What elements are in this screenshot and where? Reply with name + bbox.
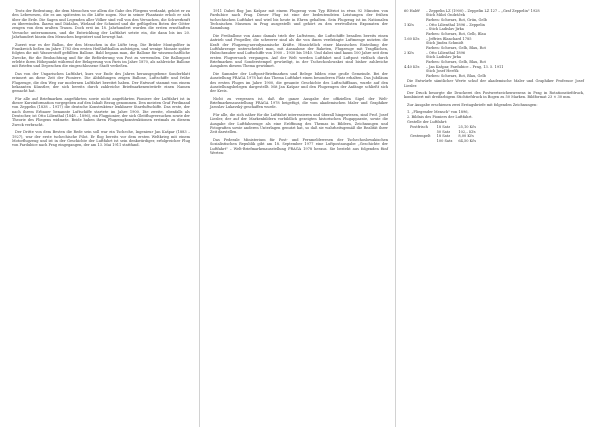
table-cell: Postfrisch	[410, 125, 428, 130]
stamp-line: Stich Ladislav Jirka	[426, 55, 461, 60]
stamp-line: Stich Josef Herčík	[426, 69, 459, 74]
table-cell: 18 Satz	[436, 134, 451, 139]
stamp-line: Farben: Schwarz, Rot, Gelb, Blau	[426, 31, 486, 36]
text-column-3	[404, 9, 584, 146]
stamp-entry	[404, 9, 584, 22]
table-cell: 18 Satz	[436, 125, 451, 130]
paragraph: Nicht zu vergessen ist, daß die ganze Ausgabe der offiziellen Sigel der Welt-Briefmarkenausstellung PRAGA 1978 beigefügt, die vom akademischen Maler und Graphiker Jaroslav Lukavský geschaffen wurde.	[210, 96, 388, 110]
stamp-line: – Otto Lilienthal 1896 – Zeppelin	[426, 23, 485, 28]
paragraph: Für alle, die sich näher für die Luftfahrt interessieren und überall hingewiesen, sind Prof. Josef Liesler, der auf der Markenbildern vorbildlich gezeigten historischen Flugapparate, sowie die Ausgabe der Luftfahrzeuge als eine Eröffnung des Themas in Bildern, Zeichnungen und Fotografien sowie anderen Unterlagen genutzt hat, so daß sie wahrheitsgemäß die Realität ihrer Zeit darstellen.	[210, 112, 388, 135]
stamp-value: 1.60 Kčs	[404, 37, 420, 42]
table-row	[410, 139, 482, 143]
fold-line-1	[199, 0, 200, 427]
table-cell: 102,– Kčs	[458, 129, 476, 134]
paragraph: Das Federale Ministerium für Post- und Fernmeldewesen der Tschechoslowakischen Sozialistischen Republik gibt am 18. September 1977 eine Luftpostausgabe „Geschichte der Luftfahrt" – Welt-Briefmarkenausstellung PRAGA 1978 heraus. Sie besteht aus folgenden fünf Werten:	[210, 137, 388, 155]
paragraph: Zuerst war es der Ballon, der den Menschen in die Lüfte trug. Die Brüder Montgolfier in Frankreich ließen im Jahre 1783 den ersten Heißluftballon aufsteigen, und wenige Monate später folgten die mit Wasserstoff gefüllten Ballone. Bald begann man, die Ballone für wissenschaftliche Zwecke, für die Beobachtung und für die Beförderung von Post zu verwenden. Die Ballonpost erlebte ihren Höhepunkt während der Belagerung von Paris im Jahre 1870, als zahlreiche Ballone mit Briefen und Depeschen die eingeschlossene Stadt verließen.	[12, 42, 190, 69]
stamp-entry	[404, 37, 584, 50]
paragraph: Der Druck besorgte die Druckerei des Postwertzeichenwesens in Prag in Rotationstiefdruck, kombiniert mit dreifarbigem Stichtiefdruck in Bogen zu 50 Marken. Bildformat 23 × 30 mm.	[404, 91, 584, 100]
table-cell: 100 Satz	[436, 138, 453, 143]
stamp-line: – Zeppelin LZ (1900) – Zeppelin LZ 127 – „Graf Zeppelin" 1928	[426, 9, 540, 13]
stamp-line: Farben: Schwarz, Rot, Blau, Gelb	[426, 73, 486, 78]
paragraph: Der Dritte von dem Besten die Rede sein soll war ein Tscheche, Ingenieur Jan Kašpar (1883 – 1927), war der erste tschechische Pilot. Er flog bereits vor dem ersten Weltkrieg mit einem Motorflugzeug und ist in der Geschichte der Luftfahrt ist sein denkwürdiger, erfolgreicher Flug von Pardubice nach Prag eingegangen, der am 13. Mai 1911 stattfand.	[12, 130, 190, 148]
stamp-value: 60 Haléř	[404, 9, 420, 13]
paragraph: 1. „Fliegender Mensch" von 1896,	[407, 110, 469, 115]
stamp-line: – Otto Lilienthal 1896	[426, 51, 466, 56]
fold-line-2	[395, 0, 396, 427]
stamp-line: Farben: Schwarz, Gelb, Blau, Rot	[426, 59, 486, 64]
text-column-1	[12, 9, 190, 151]
stamp-description	[426, 65, 584, 78]
stamp-entry	[404, 51, 584, 64]
stamp-line: – Stich Ladislav Jirka	[426, 27, 464, 32]
stamp-line: Stich Jindra Schmidt	[426, 41, 464, 46]
stamp-entry	[404, 23, 584, 36]
table-cell: 64,50 Kčs	[458, 138, 477, 143]
stamp-line: Farben: Schwarz, Rot, Grün, Gelb	[426, 17, 487, 22]
stamp-line: – Jan Kašpar, Pardubice – Prag, 13. 5. 1911	[426, 65, 504, 70]
stamp-value: 4.40 Kčs	[404, 65, 420, 70]
table-cell: Gestempelt	[410, 134, 431, 139]
table-cell: 50 Satz	[436, 129, 451, 134]
text-column-2	[210, 9, 388, 158]
stamp-description	[426, 37, 584, 50]
print-run-table	[410, 125, 482, 142]
stamp-line: Farben: Schwarz, Gelb, Blau, Rot	[426, 45, 486, 50]
paragraph: Zur Ausgabe erschienen zwei Erstagsbriefe mit folgenden Zeichnungen:	[407, 102, 538, 107]
table-row	[410, 134, 482, 138]
table-cell	[410, 139, 437, 143]
stamp-description	[426, 51, 584, 64]
stamp-value: 1 Kčs	[404, 23, 414, 28]
paragraph: 1911 Dabei flog Jan Kašpar mit einem Flugzeug vom Typ Blériot in etwa 92 Minuten von Pardubice nach Prag. Dieser Flug ist eine der bedeutendsten Leistungen der frühen tschechischen Luftfahrt und wird bis heute in Ehren gehalten. Sein Flugzeug ist im Nationalen Technischen Museum in Prag ausgestellt und gehört zu den wertvollsten Exponaten der Sammlung.	[210, 9, 388, 31]
paragraph: Die Sammler der Luftpost-Briefmarken und Belege bilden eine große Gemeinde. Bei der Ausstellung PRAGA 1978 hat das Thema Luftfahrt einen besonderen Platz erhalten. Das Jubiläum des ersten Fluges im Jahre 1900, die gesamte Geschichte des Luftschiffbaus, wurde auf den Ausstellungsbelegen dargestellt. Mit Jan Kašpar und den Flugzeugen der Anfänge schließt sich der Kreis.	[210, 71, 388, 94]
table-cell: 25,10 Kčs	[458, 125, 477, 130]
stamp-line: – Jeffries Blanchard 1785	[426, 37, 472, 42]
production-notes	[404, 79, 584, 124]
paragraph: Gestelle der Luftfahrt:	[407, 120, 448, 125]
paragraph: Die Entwürfe sämtlicher Werte schuf der akademische Maler und Graphiker Professor Josef Liesler.	[404, 79, 584, 88]
stamp-description	[426, 9, 584, 22]
stamp-description	[426, 23, 584, 36]
stamp-list	[404, 9, 584, 78]
stamp-value: 2 Kčs	[404, 51, 414, 56]
table-cell: 8,00 Kčs	[458, 134, 474, 139]
paragraph: Trotz der Bedeutung, die dem Menschen vor allem die Gabe des Fliegens verdankt, gehört er zu den Lebewesen, die es am spätesten in die Lüfte zogen. Nur in seiner Phantasie erhob er sich über die Erde. Die Sagen und Legenden aller Völker sind voll von den Versuchen, die Schwerkraft zu überwinden. Ikarus und Dädalus, Wieland der Schmied und die geflügelten Boten der Götter zeugen von dem uralten Traum. Doch erst im 18. Jahrhundert wurden die ersten ernsthaften Versuche unternommen, und die Entwicklung der Luftfahrt setzte ein, die dann bis ins 20. Jahrhundert hinein den Menschen begeistert und bewegt hat.	[12, 9, 190, 40]
paragraph: Die Freiballone von Anno damals trieb der Luftstrom, die Luftschiffe besaßen bereits einen Antrieb und Propeller, die schwerer sind als die von ihnen verdrängte Luftmenge nutzten die Kraft der Flugzeug-aerodynamische Kräfte. Hinsichtlich einer klassischen Einteilung der Luftfahrzeuge unterscheidet man, mit Ausnahme der Raketen, Flugzeuge mit Tragflächen, Hubschrauber und Luftschiffe von 1900 – 1930 bis 1940. Und dabei sind kaum 100 Jahre seit dem ersten Flugversuch vergangen. Auf der Welt werden Luftfahrt und Luftpost vielfach durch Briefmarken und Sonderstempel gewürdigt, in der Tschechoslowakei sind bisher zahlreiche Ausgaben diesem Thema gewidmet.	[210, 33, 388, 69]
stamp-line: Stich Miloš Ondráček	[426, 13, 465, 18]
paragraph: Das von der Ungarischen Luftfahrt, kurz vor Ende des Jahres herausgegebene Sonderblatt erinnert an diese Zeit der Pioniere. Die Abbildungen zeigen Ballone, Luftschiffe und frühe Flugzeuge, die den Weg zur modernen Luftfahrt bereitet haben. Der Entwurf stammt von einem bekannten Künstler, der sich bereits durch zahlreiche Briefmarkenentwürfe einen Namen gemacht hat.	[12, 71, 190, 94]
paragraph: Für alle auf Briefmarken angeführten sowie nicht angeführten Pioniere der Luftfahrt ist in dieser Kurzinformation vorgegeben auf den Inhalt Bezug genommen. Den meisten Graf Ferdinand von Zeppelin (1838 – 1917) die deutsche Konstrukteur lenkbarer Starrluftschiffe. Das erste, der nach ihrem Erbauer benannte Luftschiffe startete im Jahre 1900. Die zweite, ebenfalls als Deutscher, ist Otto Lilienthal (1848 – 1896), ein Flugpionier, der sich Gleitflugversuchen sowie der Theorie des Fliegens widmete. Beide haben ihren Flugzeugkonstruktionen erstmals zu diesem Zweck verbracht.	[12, 96, 190, 127]
paragraph: 2. Bildnis des Pioniers der Luftfahrt.	[407, 114, 473, 119]
stamp-entry	[404, 65, 584, 78]
